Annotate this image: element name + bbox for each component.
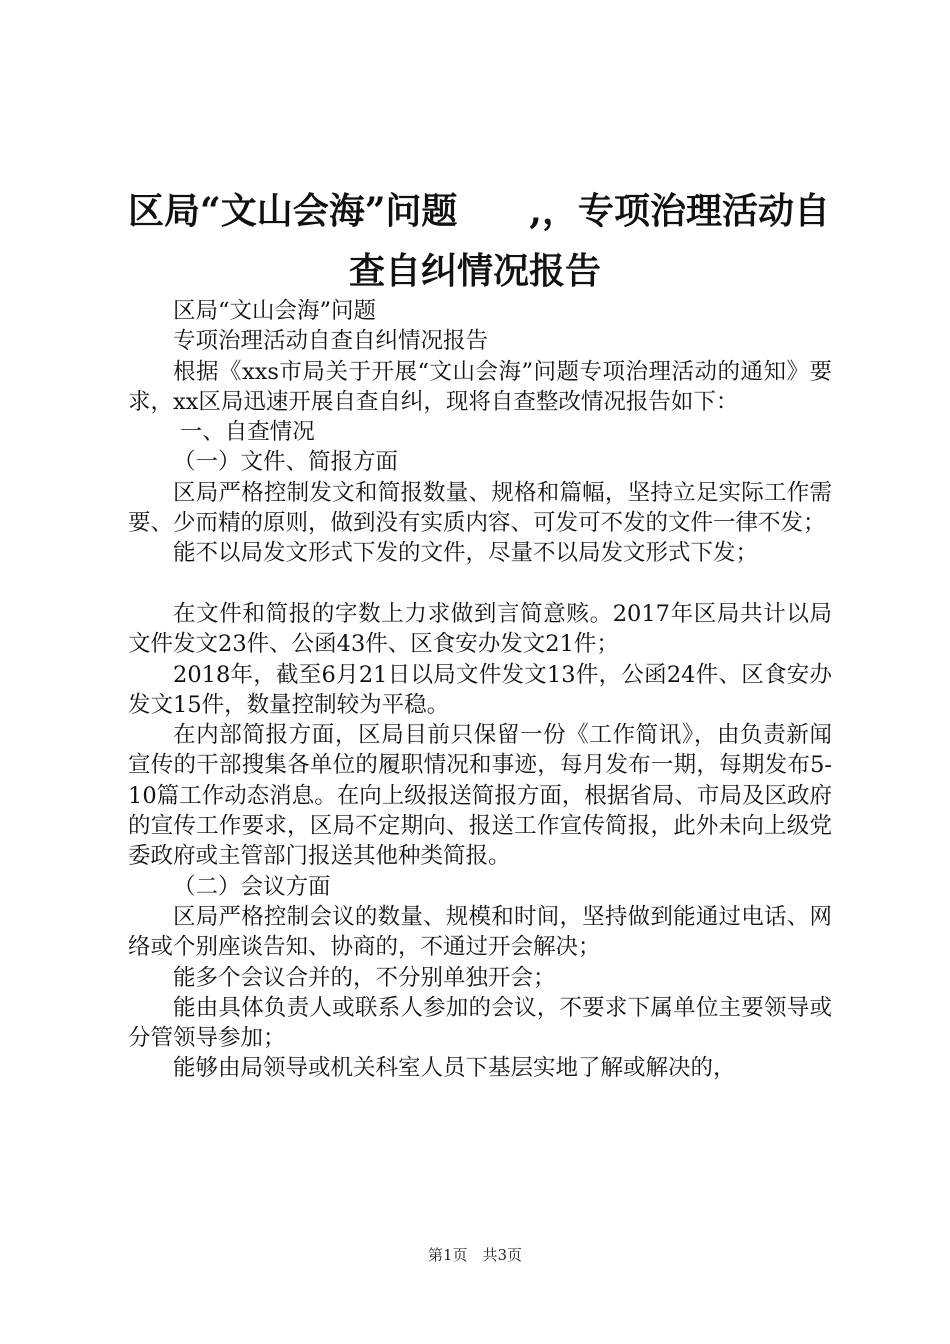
- document-title-line-2: 查自纠情况报告: [348, 250, 601, 292]
- paragraph: 能不以局发文形式下发的文件，尽量不以局发文形式下发；: [173, 540, 759, 567]
- paragraph: 能多个会议合并的，不分别单独开会；: [173, 964, 556, 991]
- paragraph: 能够由局领导或机关科室人员下基层实地了解或解决的，: [173, 1055, 736, 1082]
- paragraph: 区局严格控制会议的数量、规模和时间，坚持做到能通过电话、网络或个别座谈告知、协商的，不通过开会解决；: [128, 903, 832, 961]
- paragraph: 专项治理活动自查自纠情况报告: [173, 328, 489, 355]
- paragraph: 能由具体负责人或联系人参加的会议，不要求下属单位主要领导或分管领导参加；: [128, 994, 832, 1052]
- paragraph: 在内部简报方面，区局目前只保留一份《工作简讯》，由负责新闻宣传的干部搜集各单位的履职情况和事迹，每月发布一期，每期发布5-10篇工作动态消息。在向上级报送简报方面，根据省局、市局及区政府的宣传工作要求，区局不定期向、报送工作宣传简报，此外未向上级党委政府或主管部门报送其他种类简报。: [128, 722, 832, 870]
- paragraph: 在文件和简报的字数上力求做到言简意赅。2017年区局共计以局文件发文23件、公函43件、区食安办发文21件；: [128, 600, 832, 658]
- subsection-heading: （二）会议方面: [173, 873, 331, 900]
- paragraph: 2018年，截至6月21日以局文件发文13件，公函24件、区食安办发文15件，数量控制较为平稳。: [128, 661, 832, 718]
- document-title-line-1: 区局“文山会海”问题 ,，专项治理活动自: [128, 190, 830, 232]
- document-body: [128, 296, 832, 1084]
- section-heading: 一、自查情况: [179, 419, 315, 446]
- paragraph: 区局严格控制发文和简报数量、规格和篇幅，坚持立足实际工作需要、少而精的原则，做到没有实质内容、可发可不发的文件一律不发；: [128, 479, 832, 537]
- subsection-heading: （一）文件、简报方面: [173, 449, 399, 476]
- paragraph: 区局“文山会海”问题: [173, 298, 377, 324]
- blank-line: [128, 569, 832, 599]
- page-footer: 第1页 共3页: [427, 1246, 523, 1264]
- paragraph: 根据《xxs市局关于开展“文山会海”问题专项治理活动的通知》要求，xx区局迅速开展自查自纠，现将自查整改情况报告如下：: [128, 358, 832, 415]
